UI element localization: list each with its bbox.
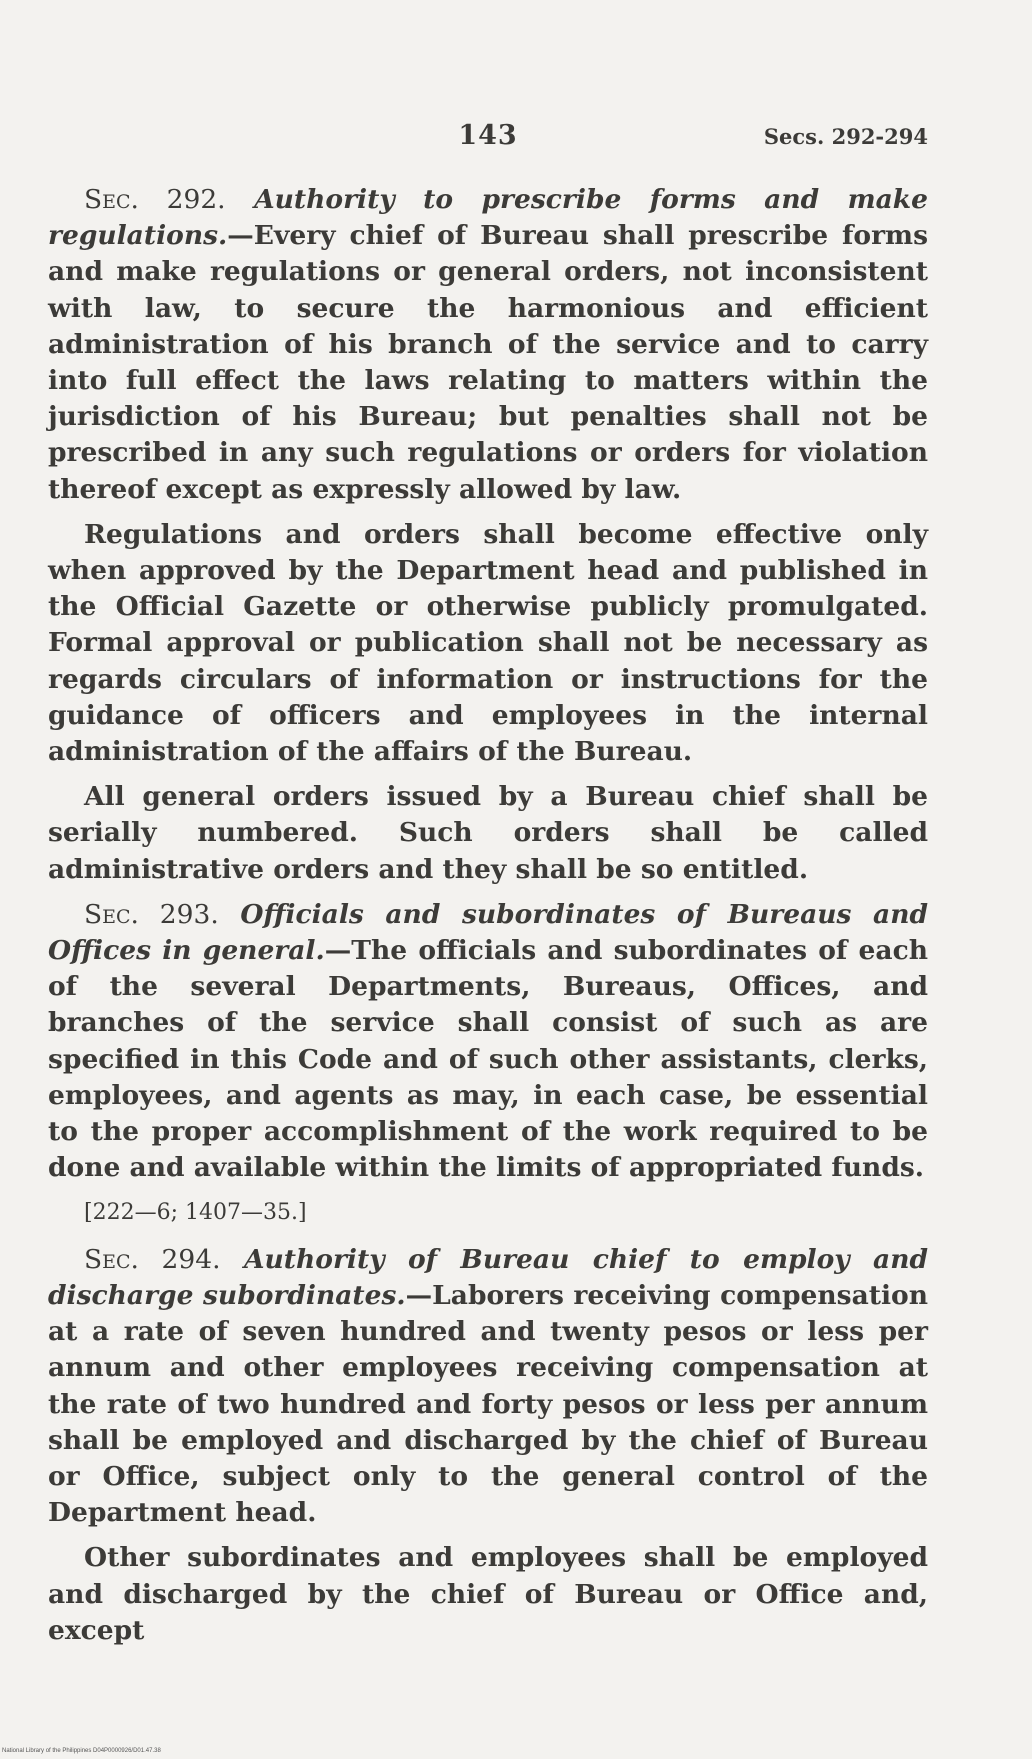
- document-page: [48, 120, 928, 1646]
- section-label: Sec. 292.: [84, 184, 226, 215]
- section-title: Authority to prescribe forms and make regulations.: [48, 184, 928, 252]
- section-292-paragraph: [48, 182, 928, 508]
- body-text: [48, 182, 928, 1649]
- section-title: Authority of Bureau chief to employ and discharge subordinates.: [48, 1243, 928, 1311]
- section-text: —Every chief of Bureau shall prescribe forms and make regulations or general orders, not inconsistent with law, to secure the harmonious and efficient administration of his branch of the service and to carry into full effect the laws relating to matters within the jurisdiction of his Bureau; but penalties shall not be prescribed in any such regulations or orders for violation thereof except as expressly allowed by law.: [48, 220, 928, 505]
- library-footer-note: National Library of the Philippines D04P0000926/D01.47.38: [2, 1748, 161, 1754]
- section-292-paragraph-2: Regulations and orders shall become effective only when approved by the Department head and published in the Official Gazette or otherwise publicly promulgated. Formal approval or publication shall not be necessary as regards circulars of information or instructions for the guidance of officers and employees in the internal administration of the affairs of the Bureau.: [48, 518, 928, 768]
- section-293-paragraph: [48, 897, 928, 1187]
- section-range: Secs. 292-294: [763, 124, 928, 149]
- page-header: [48, 120, 928, 166]
- section-292-paragraph-3: All general orders issued by a Bureau chief shall be serially numbered. Such orders shall be called administrative orders and they shall be so entitled.: [48, 781, 928, 885]
- page-number: 143: [458, 120, 518, 151]
- section-294-paragraph: [48, 1242, 928, 1532]
- section-text: —Laborers receiving compensation at a rate of seven hundred and twenty pesos or less per annum and other employees receiving compensation at the rate of two hundred and forty pesos or less per annum shall be employed and discharged by the chief of Bureau or Office, subject only to the general control of the Department head.: [48, 1279, 928, 1529]
- section-title: Officials and subordinates of Bureaus and Offices in general.: [48, 898, 928, 967]
- section-293-citation: [222—6; 1407—35.]: [84, 1200, 307, 1226]
- section-text: —The officials and subordinates of each of the several Departments, Bureaus, Offices, and branches of the service shall consist of such as are specified in this Code and of such other assistants, clerks, employees, and agents as may, in each case, be essential to the proper accomplishment of the work required to be done and available within the limits of appropriated funds.: [48, 935, 928, 1184]
- section-label: Sec. 293.: [84, 898, 219, 930]
- section-294-paragraph-2: Other subordinates and employees shall be employed and discharged by the chief of Bureau or Office and, except: [48, 1542, 928, 1646]
- section-label: Sec. 294.: [84, 1243, 221, 1275]
